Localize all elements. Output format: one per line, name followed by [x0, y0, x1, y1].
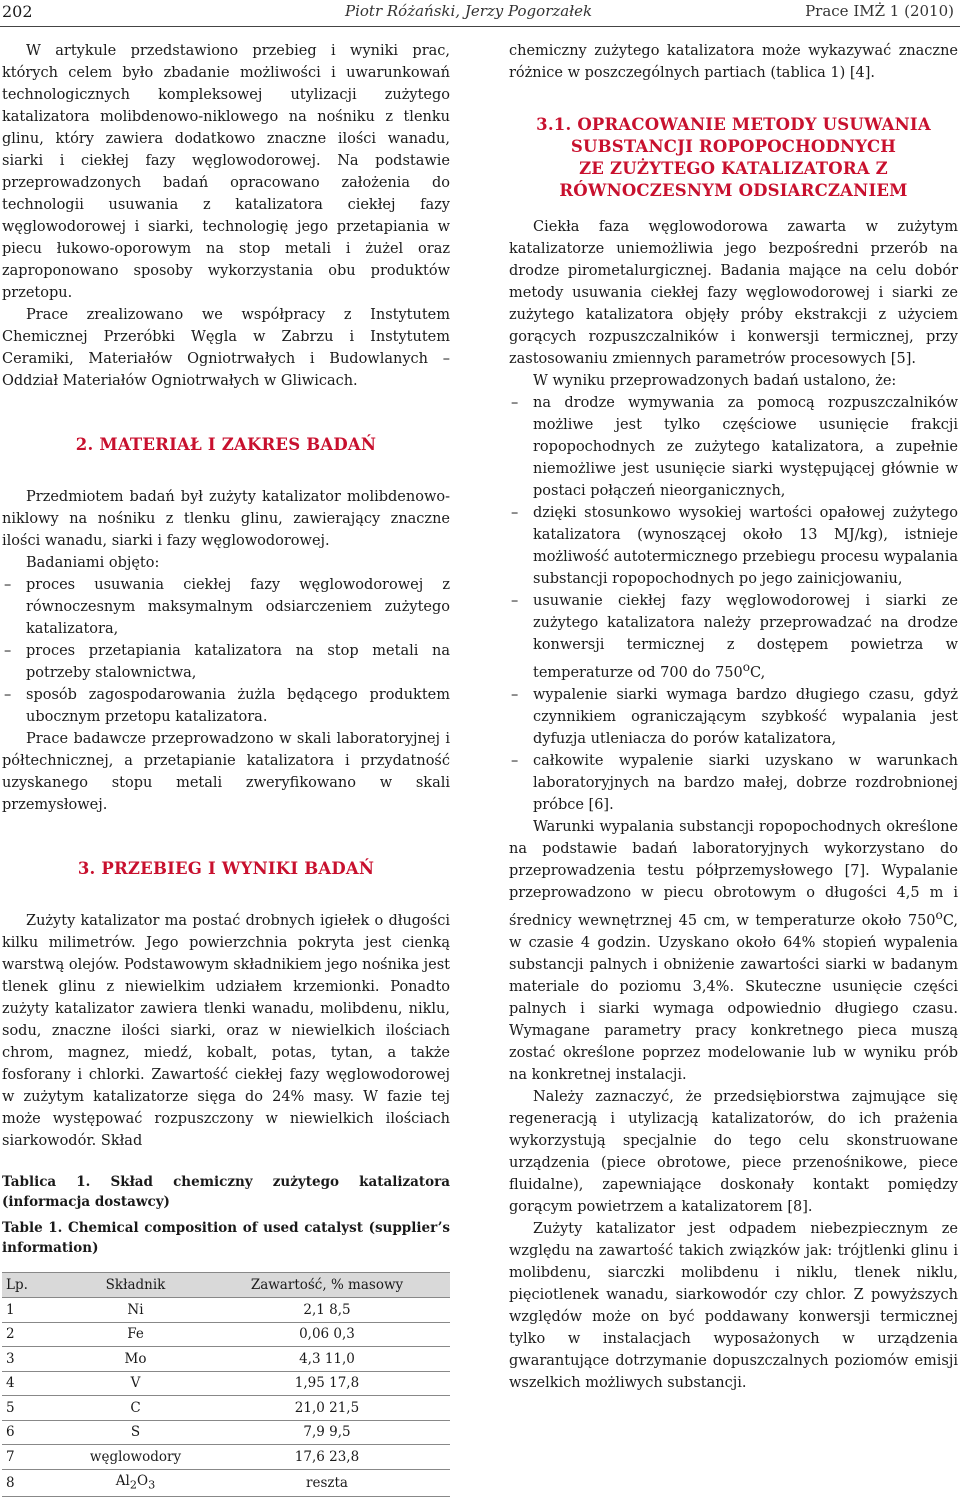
heading-line: 3.1. OPRACOWANIE METODY USUWANIA [536, 115, 931, 134]
cell-value: 21,0 21,5 [204, 1396, 450, 1421]
table-row [2, 1420, 450, 1445]
cell-component: Mo [67, 1347, 204, 1372]
cell-lp: 8 [2, 1469, 67, 1497]
cell-lp: 6 [2, 1420, 67, 1445]
heading-line: ZE ZUŻYTEGO KATALIZATORA Z [579, 159, 888, 178]
table-row [2, 1469, 450, 1497]
table-header-row [2, 1273, 450, 1298]
cell-lp: 4 [2, 1371, 67, 1396]
degree-superscript: o [742, 660, 751, 674]
table-caption-en: Table 1. Chemical composition of used catalyst (supplier’s information) [2, 1220, 450, 1256]
composition-table [2, 1272, 450, 1497]
hazard-paragraph: Zużyty katalizator jest odpadem niebezpiecznym ze względu na zawartość takich związków jak: trójtlenki glinu i molibdenu, siarczki molibdenu i niklu, tlenek niklu, pięciotlenek wanadu, siarkowodór czy chlor. Z powyższych względów może on być poddawany konwersji termicznej tylko w instalacjach wyposażonych w urządzenia gwarantujące dotrzymanie dopuszczalnych poziomów emisji wszelkich możliwych substancji. [509, 1220, 958, 1391]
table-row [2, 1322, 450, 1347]
list-item [509, 590, 958, 684]
cell-component [67, 1469, 204, 1497]
scope-list [2, 574, 450, 728]
paragraph-text: C, w czasie 4 godzin. Uzyskano około 64% stopień wypalenia substancji palnych i obniżenie zawartości siarki w badanym materiale do poziomu 3,4%. Skuteczne usunięcie części palnych i siarki wymaga odpowiednio długiego czasu. Wymagane parametry pracy konkretnego pieca muszą zostać określone poprzez modelowanie lub w wyniku prób na konkretnej instalacji. [509, 912, 958, 1083]
list-item: – całkowite wypalenie siarki uzyskano w warunkach laboratoryjnych na bardzo małej, dobrze rozdrobnionej próbce [6]. [509, 750, 958, 816]
section-3-1-heading [509, 114, 958, 202]
cooperation-paragraph: Prace zrealizowano we współpracy z Instytutem Chemicznej Przeróbki Węgla w Zabrzu i Instytutem Ceramiki, Materiałów Ogniotrwałych i Budowlanych – Oddział Materiałów Ogniotrwałych w Gliwicach. [2, 307, 450, 389]
heading-line: RÓWNOCZESNYM ODSIARCZANIEM [559, 181, 908, 200]
cell-lp: 7 [2, 1445, 67, 1470]
degree-superscript: o [935, 907, 943, 922]
list-item: – na drodze wymywania za pomocą rozpuszczalników możliwe jest tylko częściowe usunięcie frakcji ropopochodnych ze zużytego katalizatora, a zupełnie niemożliwe jest usunięcie siarki występującej głównie w postaci połączeń nieorganicznych, [509, 392, 958, 502]
header-cell-component: Składnik [67, 1273, 204, 1298]
list-item: – wypalenie siarki wymaga bardzo długiego czasu, gdyż czynnikiem ograniczającym szybkość wypalania jest dyfuzja utleniacza do porów katalizatora, [509, 684, 958, 750]
table-row [2, 1347, 450, 1372]
cell-lp: 1 [2, 1298, 67, 1323]
list-item-text: usuwanie ciekłej fazy węglowodorowej i siarki ze zużytego katalizatora należy przeprowadzać na drodze konwersji termicznej z dostępem powietrza w temperaturze od 700 do 750 [533, 593, 958, 681]
scale-paragraph: Prace badawcze przeprowadzono w skali laboratoryjnej i półtechnicznej, a przetapianie katalizatora i przydatność uzyskanego stopu metali zweryfikowano w skali przemysłowej. [2, 731, 450, 813]
list-item: – proces usuwania ciekłej fazy węglowodorowej z równoczesnym maksymalnym odsiarczeniem zużytego katalizatora, [2, 574, 450, 640]
cell-component: węglowodory [67, 1445, 204, 1470]
section-2-heading: 2. MATERIAŁ I ZAKRES BADAŃ [75, 435, 377, 454]
table-row [2, 1445, 450, 1470]
cell-component: Ni [67, 1298, 204, 1323]
header-rule [0, 26, 960, 27]
continuation-paragraph: chemiczny zużytego katalizatora może wykazywać znaczne różnice w poszczególnych partiach (tablica 1) [4]. [509, 43, 958, 81]
findings-intro: W wyniku przeprowadzonych badań ustalono, że: [533, 373, 897, 389]
formula-part: Al [115, 1472, 130, 1489]
paragraph-text: Warunki wypalania substancji ropopochodnych określone na podstawie badań laboratoryjnych wykorzystano do przeprowadzenia testu półprzemysłowego [7]. Wypalanie przeprowadzono w piecu obrotowym o długości 4,5 m i średnicy wewnętrznej 45 cm, w temperaturze około 750 [509, 818, 958, 929]
findings-list [509, 392, 958, 816]
catalyst-paragraph: Zużyty katalizator ma postać drobnych igiełek o długości kilku milimetrów. Jego powierzchnia pokryta jest cienką warstwą olejów. Podstawowym składnikiem jego nośnika jest tlenek glinu z niewielkim udziałem krzemionki. Ponadto zużyty katalizator zawiera tlenki wanadu, molibdenu, niklu, sodu, znaczne ilości siarki, oraz w niewielkich ilościach chrom, magnez, miedź, kobalt, potas, tytan, a także fosforany i chlorki. Zawartość ciekłej fazy węglowodorowej w zużytym katalizatorze sięga do 24% masy. W fazie tej może występować rozpuszczony w niewielkich ilościach siarkowodór. Skład [2, 913, 450, 1149]
header-cell-lp: Lp. [2, 1273, 67, 1298]
cell-value: reszta [204, 1469, 450, 1497]
cell-lp: 5 [2, 1396, 67, 1421]
heading-line: SUBSTANCJI ROPOPOCHODNYCH [570, 137, 897, 156]
cell-value: 4,3 11,0 [204, 1347, 450, 1372]
formula-part: O [137, 1472, 149, 1489]
cell-lp: 2 [2, 1322, 67, 1347]
cell-component: C [67, 1396, 204, 1421]
cell-value: 2,1 8,5 [204, 1298, 450, 1323]
scope-intro: Badaniami objęto: [26, 555, 160, 571]
material-paragraph: Przedmiotem badań był zużyty katalizator molibdenowo-niklowy na nośniku z tlenku glinu, zawierający znaczne ilości wanadu, siarki i fazy węglowodorowej. [2, 489, 450, 549]
table-row [2, 1298, 450, 1323]
intro-paragraph: W artykule przedstawiono przebieg i wyniki prac, których celem było zbadanie możliwości i uwarunkowań technologicznych kompleksowej utylizacji zużytego katalizatora molibdenowo-niklowego na nośniku z tlenku glinu, który zawiera dodatkowo znaczne ilości wanadu, siarki i ciekłej fazy węglowodorowej. Na podstawie przeprowadzonych badań opracowano założenia do technologii usuwania z katalizatora ciekłej fazy węglowodorowej i siarki, technologię jego przetapiania w piecu łukowo-oporowym na stop metali i żużel oraz zaproponowano sposoby wykorzystania obu produktów przetopu. [2, 43, 450, 301]
list-item-text: C, [750, 664, 766, 681]
cell-lp: 3 [2, 1347, 67, 1372]
kiln-paragraph [509, 816, 958, 1086]
list-item: – proces przetapiania katalizatora na stop metali na potrzeby stalownictwa, [2, 640, 450, 684]
table-row [2, 1371, 450, 1396]
cell-value: 17,6 23,8 [204, 1445, 450, 1470]
table-row [2, 1396, 450, 1421]
list-item: – sposób zagospodarowania żużla będącego produktem ubocznym przetopu katalizatora. [2, 684, 450, 728]
industry-paragraph: Należy zaznaczyć, że przedsiębiorstwa zajmujące się regeneracją i utylizacją katalizatorów, do ich prażenia wykorzystują specjalnie do tego celu skonstruowane urządzenia (piece obrotowe, piece przenośnikowe, piece fluidalne), zapewniające doskonały kontakt pomiędzy gorącym powietrzem a katalizatorem [8]. [509, 1088, 958, 1215]
table-caption-pl: Tablica 1. Skład chemiczny zużytego katalizatora (informacja dostawcy) [2, 1174, 450, 1210]
cell-value: 0,06 0,3 [204, 1322, 450, 1347]
left-column [2, 40, 450, 1497]
header-cell-content: Zawartość, % masowy [204, 1273, 450, 1298]
section-3-heading: 3. PRZEBIEG I WYNIKI BADAŃ [77, 859, 375, 878]
page-number: 202 [2, 2, 33, 21]
formula-subscript: 3 [148, 1478, 156, 1492]
page-header [0, 0, 960, 30]
cell-value: 1,95 17,8 [204, 1371, 450, 1396]
right-column [509, 40, 958, 1394]
journal-info: Prace IMŻ 1 (2010) [805, 2, 954, 20]
cell-component: S [67, 1420, 204, 1445]
formula-subscript: 2 [129, 1478, 137, 1492]
cell-component: V [67, 1371, 204, 1396]
running-authors: Piotr Różański, Jerzy Pogorzałek [345, 2, 593, 20]
cell-component: Fe [67, 1322, 204, 1347]
list-item: – dzięki stosunkowo wysokiej wartości opałowej zużytego katalizatora (wynoszącej około 13 MJ/kg), istnieje możliwość autotermicznego przebiegu procesu wypalania substancji ropopochodnych po jego zainicjowaniu, [509, 502, 958, 590]
extraction-paragraph: Ciekła faza węglowodorowa zawarta w zużytym katalizatorze uniemożliwia jego bezpośredni przerób na drodze pirometalurgicznej. Badania mające na celu dobór metody usuwania ciekłej fazy węglowodorowej i siarki ze zużytego katalizatora objęły próby ekstrakcji z użyciem gorących rozpuszczalników i konwersji termicznej, przy zastosowaniu zmiennych parametrów procesowych [5]. [509, 219, 958, 367]
cell-value: 7,9 9,5 [204, 1420, 450, 1445]
